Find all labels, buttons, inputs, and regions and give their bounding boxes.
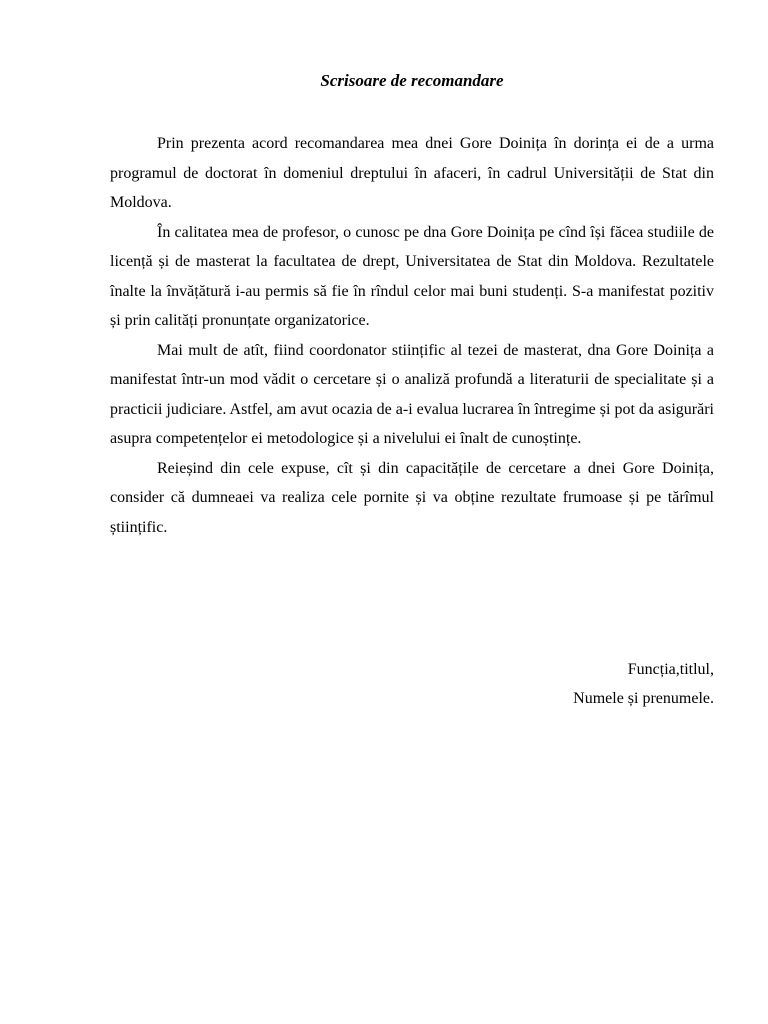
paragraph-3: Mai mult de atît, fiind coordonator stiințific al tezei de masterat, dna Gore Doinița a manifestat într-un mod vădit o cercetare și o analiză profundă a literaturii de specialitate și a practicii judiciare. Astfel, am avut ocazia de a-i evalua lucrarea în întregime și pot da asigurări asupra competențelor ei metodologice și a nivelului ei înalt de cunoștințe. <box>110 341 714 447</box>
signature-position-title: Funcția,titlul, <box>627 661 714 678</box>
signature-full-name: Numele și prenumele. <box>573 690 714 707</box>
document-title: Scrisoare de recomandare <box>320 71 504 90</box>
letter-body <box>110 129 714 542</box>
paragraph-2: În calitatea mea de profesor, o cunosc pe dna Gore Doinița pe cînd își făcea studiile de licență și de masterat la facultatea de drept, Universitatea de Stat din Moldova. Rezultatele înalte la învățătură i-au permis să fie în rîndul celor mai buni studenți. S-a manifestat pozitiv și prin calități pronunțate organizatorice. <box>110 223 714 329</box>
paragraph-4: Reieșind din cele expuse, cît și din capacitățile de cercetare a dnei Gore Doinița, consider că dumneaei va realiza cele pornite și va obține rezultate frumoase și pe tărîmul științific. <box>110 459 714 536</box>
signature-block <box>573 655 714 713</box>
paragraph-1: Prin prezenta acord recomandarea mea dnei Gore Doinița în dorința ei de a urma programul de doctorat în domeniul dreptului în afaceri, în cadrul Universității de Stat din Moldova. <box>110 135 714 211</box>
